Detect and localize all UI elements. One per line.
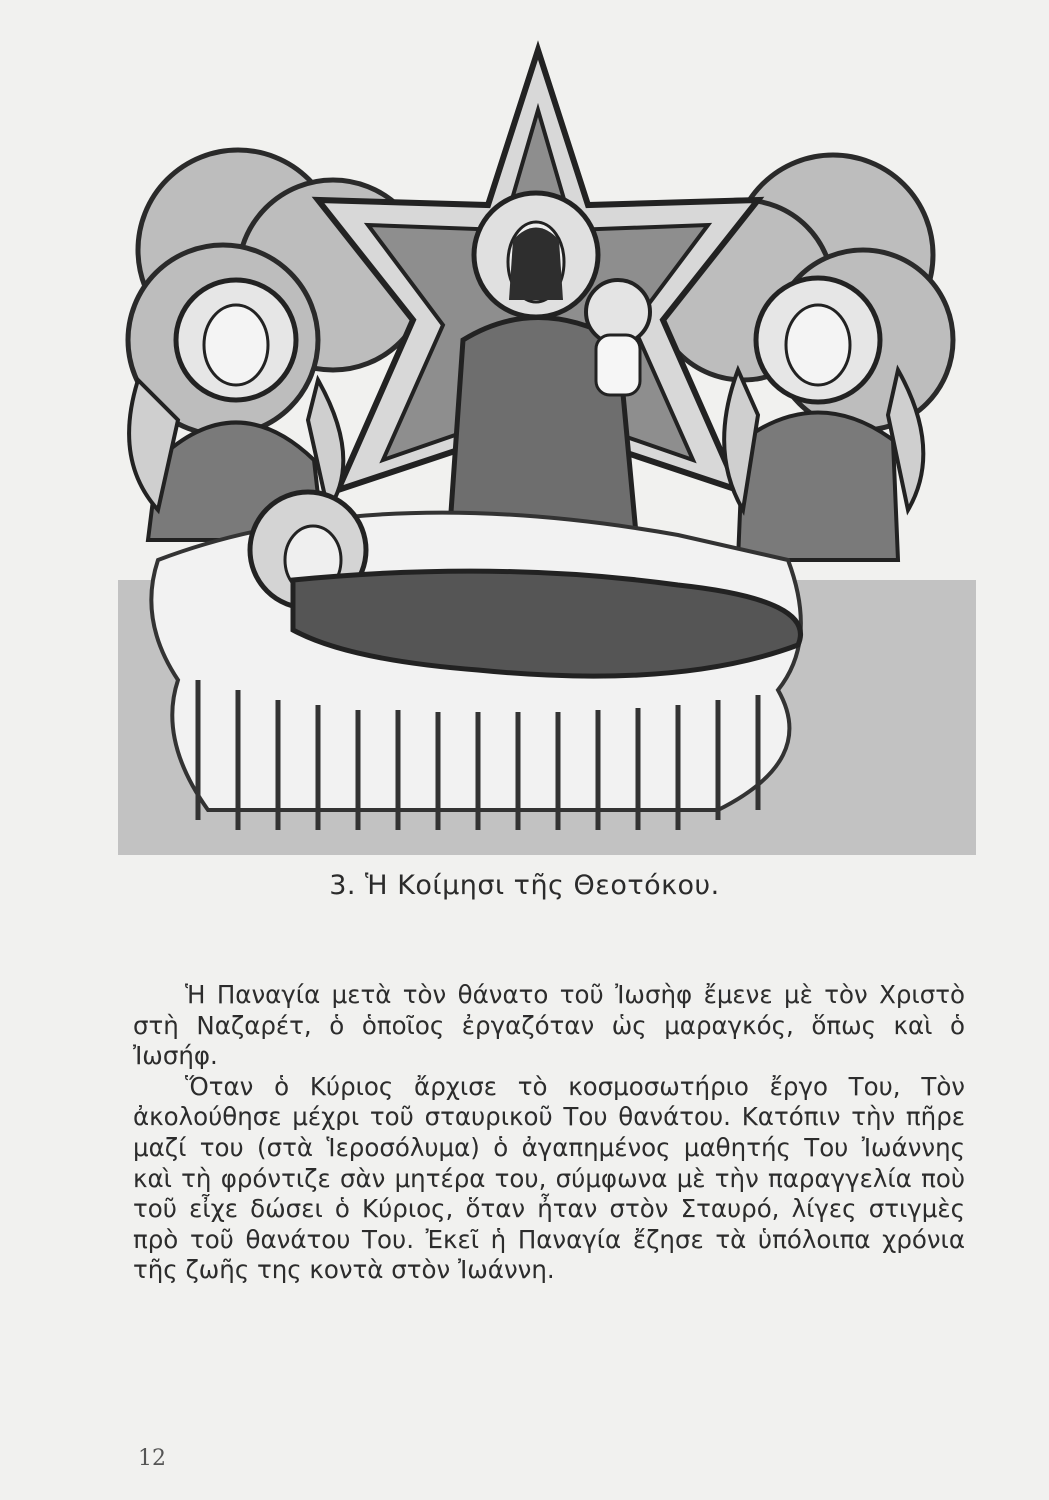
body-text [133, 980, 965, 1286]
funeral-bier [118, 513, 976, 855]
soul-of-theotokos-child [586, 280, 650, 395]
paragraph-1: Ἡ Παναγία μετὰ τὸν θάνατο τοῦ Ἰωσὴφ ἔμενε μὲ τὸν Χριστὸ στὴ Ναζαρέτ, ὁ ὁποῖος ἐργαζόταν ὡς μαραγκός, ὅπως καὶ ὁ Ἰωσήφ. [133, 980, 965, 1071]
paragraph-2: Ὅταν ὁ Κύριος ἄρχισε τὸ κοσμοσωτήριο ἔργο Του, Τὸν ἀκολούθησε μέχρι τοῦ σταυρικοῦ Του θανάτου. Κατόπιν τὴν πῆρε μαζί του (στὰ Ἱεροσόλυμα) ὁ ἀγαπημένος μαθητής Του Ἰωάννης καὶ τὴ φρόντιζε σὰν μητέρα του, σύμφωνα μὲ τὴν παραγγελία ποὺ τοῦ εἶχε δώσει ὁ Κύριος, ὅταν ἦταν στὸν Σταυρό, λίγες στιγμὲς πρὸ τοῦ θανάτου Του. Ἐκεῖ ἡ Παναγία ἔζησε τὰ ὑπόλοιπα χρόνια τῆς ζωῆς της κοντὰ στὸν Ἰωάννη. [133, 1071, 965, 1285]
dormition-woodcut-illustration [118, 40, 976, 855]
page-number: 12 [138, 1446, 166, 1471]
figure-caption: 3. Ἡ Κοίμησι τῆς Θεοτόκου. [329, 870, 720, 901]
